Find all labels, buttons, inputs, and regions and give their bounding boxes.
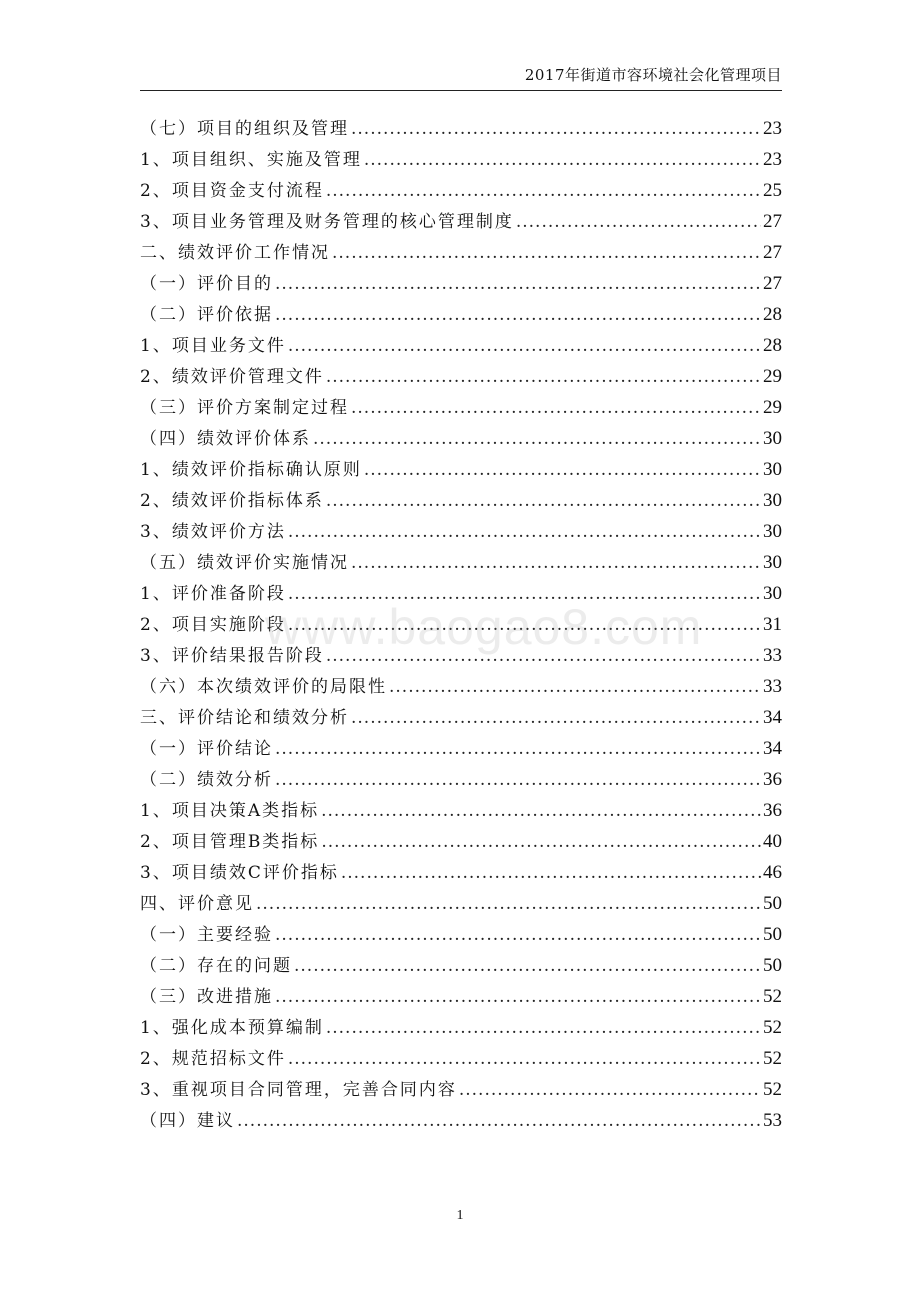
toc-leader-dots (364, 145, 761, 176)
page-header (140, 60, 782, 91)
toc-entry-page: 52 (763, 1079, 782, 1100)
header-title: 2017年街道市容环境社会化管理项目 (524, 66, 782, 84)
toc-entry-label: 四、评价意见 (140, 894, 254, 914)
toc-entry-page: 33 (763, 645, 782, 666)
toc-leader-dots (326, 486, 761, 517)
toc-entry-label: 1、强化成本预算编制 (140, 1018, 324, 1038)
toc-entry-label: 2、绩效评价指标体系 (140, 491, 324, 511)
toc-entry-page: 52 (763, 986, 782, 1007)
toc-entry-page: 23 (763, 118, 782, 139)
toc-entry-page: 28 (763, 335, 782, 356)
toc-leader-dots (294, 951, 761, 982)
toc-entry[interactable] (140, 981, 782, 1012)
toc-entry-page: 30 (763, 521, 782, 542)
toc-entry[interactable] (140, 237, 782, 268)
toc-entry[interactable] (140, 826, 782, 857)
toc-leader-dots (275, 269, 761, 300)
toc-leader-dots (364, 455, 761, 486)
toc-leader-dots (237, 1106, 761, 1137)
toc-entry-label: （五）绩效评价实施情况 (140, 553, 349, 573)
toc-entry-page: 52 (763, 1048, 782, 1069)
toc-entry[interactable] (140, 144, 782, 175)
toc-entry-page: 50 (763, 924, 782, 945)
toc-leader-dots (275, 734, 761, 765)
toc-entry[interactable] (140, 1105, 782, 1136)
toc-leader-dots (326, 1013, 761, 1044)
toc-entry-label: 三、评价结论和绩效分析 (140, 708, 349, 728)
toc-entry-label: 2、项目管理B类指标 (140, 832, 320, 852)
toc-entry[interactable] (140, 888, 782, 919)
toc-entry-label: 1、项目决策A类指标 (140, 801, 320, 821)
toc-leader-dots (288, 610, 761, 641)
toc-leader-dots (275, 982, 761, 1013)
toc-leader-dots (321, 796, 761, 827)
toc-entry[interactable] (140, 1012, 782, 1043)
toc-entry-label: （一）评价结论 (140, 739, 273, 759)
toc-entry[interactable] (140, 702, 782, 733)
toc-leader-dots (326, 362, 761, 393)
toc-entry-label: 2、项目实施阶段 (140, 615, 286, 635)
toc-leader-dots (326, 641, 761, 672)
toc-entry-page: 29 (763, 366, 782, 387)
toc-entry-label: （七）项目的组织及管理 (140, 119, 349, 139)
toc-entry[interactable] (140, 361, 782, 392)
toc-entry[interactable] (140, 268, 782, 299)
toc-leader-dots (459, 1075, 761, 1106)
toc-leader-dots (351, 114, 761, 145)
toc-entry[interactable] (140, 609, 782, 640)
toc-entry-label: 2、绩效评价管理文件 (140, 367, 324, 387)
toc-entry-page: 46 (763, 862, 782, 883)
toc-entry-label: 1、绩效评价指标确认原则 (140, 460, 362, 480)
toc-leader-dots (326, 176, 761, 207)
toc-entry[interactable] (140, 795, 782, 826)
toc-entry-page: 30 (763, 552, 782, 573)
toc-entry-page: 36 (763, 769, 782, 790)
toc-entry[interactable] (140, 671, 782, 702)
toc-leader-dots (275, 765, 761, 796)
toc-entry-page: 30 (763, 583, 782, 604)
toc-leader-dots (275, 300, 761, 331)
toc-leader-dots (321, 827, 761, 858)
toc-entry-page: 33 (763, 676, 782, 697)
toc-leader-dots (275, 920, 761, 951)
toc-entry[interactable] (140, 485, 782, 516)
toc-entry-label: （三）评价方案制定过程 (140, 398, 349, 418)
toc-entry-label: 3、项目绩效C评价指标 (140, 863, 339, 883)
toc-entry-label: 1、项目业务文件 (140, 336, 286, 356)
toc-entry[interactable] (140, 578, 782, 609)
toc-entry-page: 34 (763, 707, 782, 728)
toc-entry-page: 27 (763, 211, 782, 232)
toc-entry[interactable] (140, 547, 782, 578)
toc-leader-dots (389, 672, 761, 703)
toc-entry[interactable] (140, 1074, 782, 1105)
toc-leader-dots (288, 579, 761, 610)
toc-entry-label: （二）绩效分析 (140, 770, 273, 790)
toc-entry[interactable] (140, 950, 782, 981)
table-of-contents (140, 113, 782, 1136)
toc-entry-page: 50 (763, 893, 782, 914)
toc-entry-page: 29 (763, 397, 782, 418)
toc-entry[interactable] (140, 299, 782, 330)
toc-entry-page: 30 (763, 428, 782, 449)
toc-entry-label: （一）主要经验 (140, 925, 273, 945)
toc-leader-dots (516, 207, 761, 238)
toc-entry[interactable] (140, 764, 782, 795)
toc-entry-page: 28 (763, 304, 782, 325)
toc-entry[interactable] (140, 330, 782, 361)
watermark: www.baogao8.com (265, 599, 703, 655)
toc-entry[interactable] (140, 206, 782, 237)
toc-entry-label: 3、评价结果报告阶段 (140, 646, 324, 666)
toc-entry[interactable] (140, 1043, 782, 1074)
toc-entry-label: （一）评价目的 (140, 274, 273, 294)
toc-leader-dots (351, 393, 761, 424)
toc-entry[interactable] (140, 733, 782, 764)
toc-entry-page: 23 (763, 149, 782, 170)
toc-entry-label: 3、项目业务管理及财务管理的核心管理制度 (140, 212, 514, 232)
toc-entry[interactable] (140, 423, 782, 454)
toc-entry-page: 36 (763, 800, 782, 821)
toc-entry-label: 2、项目资金支付流程 (140, 181, 324, 201)
toc-leader-dots (351, 703, 761, 734)
toc-entry[interactable] (140, 175, 782, 206)
toc-entry-label: （四）绩效评价体系 (140, 429, 311, 449)
toc-entry[interactable] (140, 454, 782, 485)
toc-leader-dots (288, 517, 761, 548)
toc-leader-dots (332, 238, 761, 269)
toc-entry-label: （二）存在的问题 (140, 956, 292, 976)
toc-entry-page: 52 (763, 1017, 782, 1038)
toc-entry-label: 1、项目组织、实施及管理 (140, 150, 362, 170)
toc-entry-label: （四）建议 (140, 1111, 235, 1131)
page-number: 1 (456, 1208, 464, 1223)
toc-entry-label: 1、评价准备阶段 (140, 584, 286, 604)
toc-leader-dots (256, 889, 761, 920)
toc-entry-page: 30 (763, 459, 782, 480)
toc-entry-label: （二）评价依据 (140, 305, 273, 325)
toc-entry-label: 3、重视项目合同管理，完善合同内容 (140, 1080, 457, 1100)
toc-entry-label: 3、绩效评价方法 (140, 522, 286, 542)
toc-entry-page: 34 (763, 738, 782, 759)
toc-entry[interactable] (140, 919, 782, 950)
toc-entry-page: 27 (763, 273, 782, 294)
toc-leader-dots (341, 858, 761, 889)
toc-entry-label: 2、规范招标文件 (140, 1049, 286, 1069)
toc-entry-label: （六）本次绩效评价的局限性 (140, 677, 387, 697)
toc-entry[interactable] (140, 640, 782, 671)
toc-entry-page: 30 (763, 490, 782, 511)
toc-entry-page: 50 (763, 955, 782, 976)
toc-entry-page: 25 (763, 180, 782, 201)
toc-entry-label: 二、绩效评价工作情况 (140, 243, 330, 263)
toc-entry-page: 31 (763, 614, 782, 635)
toc-entry[interactable] (140, 516, 782, 547)
toc-entry[interactable] (140, 857, 782, 888)
toc-leader-dots (288, 331, 761, 362)
toc-leader-dots (313, 424, 761, 455)
toc-leader-dots (351, 548, 761, 579)
toc-entry-label: （三）改进措施 (140, 987, 273, 1007)
toc-entry-page: 27 (763, 242, 782, 263)
toc-entry-page: 53 (763, 1110, 782, 1131)
toc-entry-page: 40 (763, 831, 782, 852)
toc-leader-dots (288, 1044, 761, 1075)
toc-entry[interactable] (140, 392, 782, 423)
toc-entry[interactable] (140, 113, 782, 144)
